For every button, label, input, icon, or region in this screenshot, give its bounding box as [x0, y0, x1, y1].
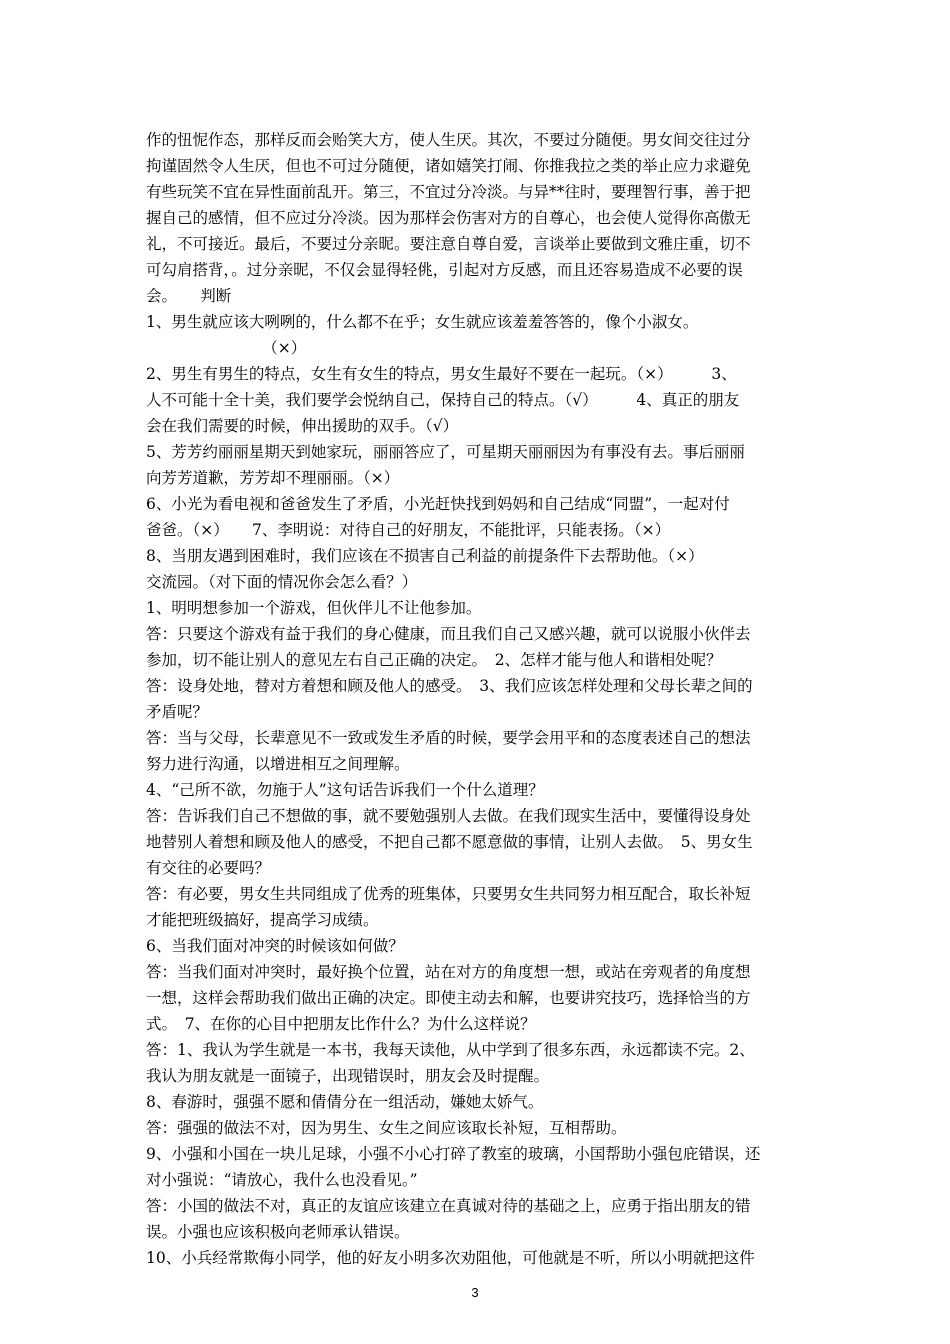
text-line: 矛盾呢？ [146, 703, 209, 721]
text-line: 答：只要这个游戏有益于我们的身心健康，而且我们自己又感兴趣，就可以说服小伙伴去 [146, 625, 751, 643]
text-line: （×） [146, 339, 307, 357]
text-line: 2、男生有男生的特点，女生有女生的特点，男女生最好不要在一起玩。（×） 3、 [146, 365, 737, 383]
text-line: 握自己的感情，但不应过分冷淡。因为那样会伤害对方的自尊心，也会使人觉得你高傲无 [146, 209, 751, 227]
text-line: 会。 判断 [146, 287, 232, 305]
text-line: 1、男生就应该大咧咧的，什么都不在乎；女生就应该羞羞答答的，像个小淑女。 [146, 313, 699, 331]
text-line: 有交往的必要吗？ [146, 859, 271, 877]
text-line: 8、春游时，强强不愿和倩倩分在一组活动，嫌她太娇气。 [146, 1093, 544, 1111]
text-line: 1、明明想参加一个游戏，但伙伴儿不让他参加。 [146, 599, 482, 617]
text-line: 作的忸怩作态，那样反而会贻笑大方，使人生厌。其次，不要过分随便。男女间交往过分 [146, 131, 751, 149]
text-line: 答：当我们面对冲突时，最好换个位置，站在对方的角度想一想，或站在旁观者的角度想 [146, 963, 751, 981]
text-line: 5、芳芳约丽丽星期天到她家玩，丽丽答应了，可星期天丽丽因为有事没有去。事后丽丽 [146, 443, 745, 461]
text-line: 一想，这样会帮助我们做出正确的决定。即使主动去和解，也要讲究技巧，选择恰当的方 [146, 989, 751, 1007]
text-line: 8、当朋友遇到困难时，我们应该在不损害自己利益的前提条件下去帮助他。（×） [146, 547, 704, 565]
text-line: 答：强强的做法不对，因为男生、女生之间应该取长补短，互相帮助。 [146, 1119, 627, 1137]
text-line: 可勾肩搭背，。过分亲昵，不仅会显得轻佻，引起对方反感，而且还容易造成不必要的误 [146, 261, 743, 279]
text-line: 误。小强也应该积极向老师承认错误。 [146, 1223, 410, 1241]
text-line: 答：告诉我们自己不想做的事，就不要勉强别人去做。在我们现实生活中，要懂得设身处 [146, 807, 751, 825]
text-line: 人不可能十全十美，我们要学会悦纳自己，保持自己的特点。（√） 4、真正的朋友 [146, 391, 740, 409]
text-line: 4、“己所不欲，勿施于人”这句话告诉我们一个什么道理？ [146, 781, 544, 799]
text-line: 10、小兵经常欺侮小同学，他的好友小明多次劝阻他，可他就是不听，所以小明就把这件 [146, 1249, 755, 1267]
page-number: 3 [471, 1285, 479, 1300]
text-line: 对小强说：“请放心，我什么也没看见。” [146, 1171, 418, 1189]
text-line: 有些玩笑不宜在异性面前乱开。第三，不宜过分冷淡。与异**往时，要理智行事，善于把 [146, 183, 751, 201]
text-line: 答：设身处地，替对方着想和顾及他人的感受。 3、我们应该怎样处理和父母长辈之间的 [146, 677, 753, 695]
text-line: 拘谨固然令人生厌，但也不可过分随便，诸如嬉笑打闹、你推我拉之类的举止应力求避免 [146, 157, 751, 175]
body-text [146, 127, 809, 1271]
text-line: 答：1、我认为学生就是一本书，我每天读他，从中学到了很多东西，永远都读不完。2、 [146, 1041, 755, 1059]
text-line: 9、小强和小国在一块儿足球，小强不小心打碎了教室的玻璃，小国帮助小强包庇错误，还 [146, 1145, 761, 1163]
text-line: 会在我们需要的时候，伸出援助的双手。（√） [146, 417, 459, 435]
text-line: 地替别人着想和顾及他人的感受，不把自己都不愿意做的事情，让别人去做。 5、男女生 [146, 833, 753, 851]
text-line: 爸爸。（×） 7、李明说：对待自己的好朋友，不能批评，只能表扬。（×） [146, 521, 671, 539]
text-line: 交流园。（对下面的情况你会怎么看？） [146, 573, 418, 591]
text-line: 答：有必要，男女生共同组成了优秀的班集体，只要男女生共同努力相互配合，取长补短 [146, 885, 751, 903]
text-line: 答：当与父母，长辈意见不一致或发生矛盾的时候，要学会用平和的态度表述自己的想法 [146, 729, 751, 747]
text-line: 向芳芳道歉，芳芳却不理丽丽。（×） [146, 469, 400, 487]
text-line: 6、小光为看电视和爸爸发生了矛盾，小光赶快找到妈妈和自己结成“同盟”，一起对付 [146, 495, 730, 513]
text-line: 礼，不可接近。最后，不要过分亲昵。要注意自尊自爱，言谈举止要做到文雅庄重，切不 [146, 235, 751, 253]
text-line: 6、当我们面对冲突的时候该如何做？ [146, 937, 404, 955]
text-line: 才能把班级搞好，提高学习成绩。 [146, 911, 379, 929]
text-line: 我认为朋友就是一面镜子，出现错误时，朋友会及时提醒。 [146, 1067, 550, 1085]
text-line: 式。 7、在你的心目中把朋友比作什么？为什么这样说？ [146, 1015, 536, 1033]
text-line: 参加，切不能让别人的意见左右自己正确的决定。 2、怎样才能与他人和谐相处呢？ [146, 651, 722, 669]
text-line: 答：小国的做法不对，真正的友谊应该建立在真诚对待的基础之上，应勇于指出朋友的错 [146, 1197, 751, 1215]
text-line: 努力进行沟通，以增进相互之间理解。 [146, 755, 410, 773]
